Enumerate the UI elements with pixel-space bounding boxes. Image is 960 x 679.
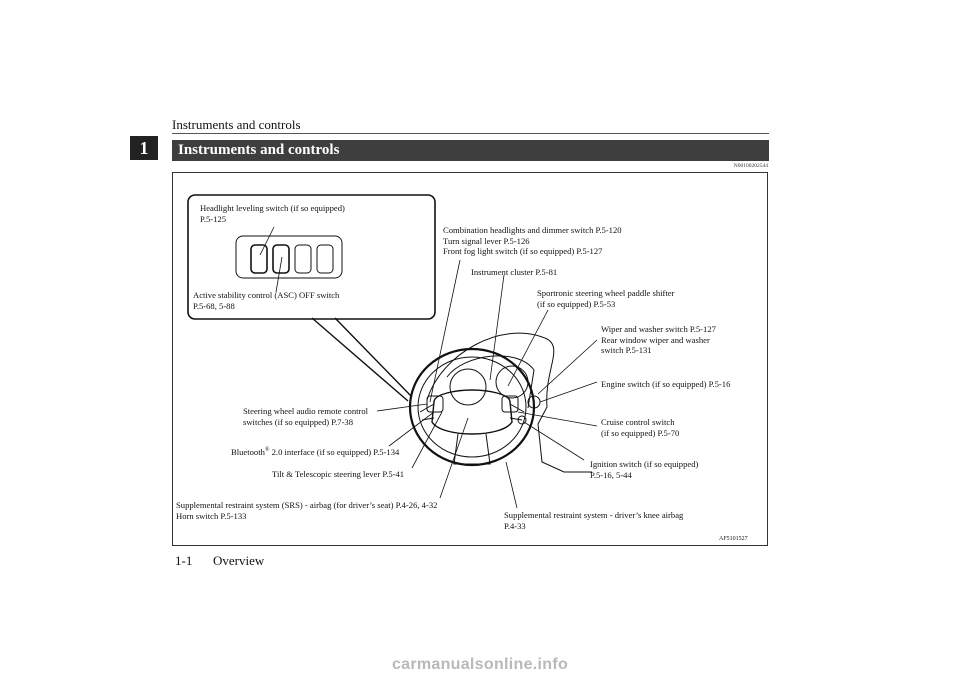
label-instrument-cluster: Instrument cluster P.5-81 xyxy=(471,267,558,277)
label-paddle-shifter: Sportronic steering wheel paddle shifter (if so equipped) P.5-53 xyxy=(537,288,675,309)
steering-hub xyxy=(432,390,512,434)
blank-switch-icon xyxy=(317,245,333,273)
label-audio-remote-switches: Steering wheel audio remote control switches (if so equipped) P.7-38 xyxy=(243,406,369,427)
label-wiper-washer-switch: Wiper and washer switch P.5-127 Rear window wiper and washer switch P.5-131 xyxy=(601,324,716,355)
label-headlight-leveling-switch: Headlight leveling switch (if so equipped) P.5-125 xyxy=(200,203,345,224)
watermark-text: carmanualsonline.info xyxy=(391,656,569,673)
label-asc-off-switch: Active stability control (ASC) OFF switch P.5-68, 5-88 xyxy=(193,290,340,311)
speedometer-gauge xyxy=(496,366,528,398)
document-code: N00100202544 xyxy=(733,163,768,169)
label-ignition-switch: Ignition switch (if so equipped) P.5-16, 5-44 xyxy=(590,459,699,480)
header-divider xyxy=(172,133,769,134)
bluetooth-suffix: 2.0 interface (if so equipped) P.5-134 xyxy=(269,446,400,457)
blank-switch-icon xyxy=(295,245,311,273)
section-title: Instruments and controls xyxy=(178,142,340,158)
label-knee-airbag: Supplemental restraint system - driver’s knee airbag P.4-33 xyxy=(504,510,684,531)
footer-page-number: 1-1 xyxy=(175,553,193,568)
label-engine-switch: Engine switch (if so equipped) P.5-16 xyxy=(601,379,731,389)
footer-section-name: Overview xyxy=(213,553,265,568)
label-tilt-telescopic-lever: Tilt & Telescopic steering lever P.5-41 xyxy=(272,469,405,479)
bluetooth-text: Bluetooth xyxy=(231,446,265,457)
label-cruise-control-switch: Cruise control switch (if so equipped) P.5-70 xyxy=(601,417,680,438)
asc-off-switch-icon xyxy=(273,245,289,273)
cluster-hood xyxy=(447,356,534,408)
label-srs-airbag-horn: Supplemental restraint system (SRS) - airbag (for driver’s seat) P.4-26, 4-32 Horn switch P.5-133 xyxy=(176,500,438,521)
headlight-leveling-switch-icon xyxy=(251,245,267,273)
steering-column xyxy=(454,434,490,464)
chapter-badge: 1 xyxy=(130,136,158,160)
tachometer-gauge xyxy=(450,369,486,405)
label-bluetooth-interface xyxy=(231,445,399,457)
page-header-title: Instruments and controls xyxy=(172,117,301,132)
label-combination-headlights: Combination headlights and dimmer switch P.5-120 Turn signal lever P.5-126 Front fog light switch (if so equipped) P.5-127 xyxy=(443,225,622,256)
figure-code: AF5101527 xyxy=(719,536,748,542)
registered-mark: ® xyxy=(264,447,270,453)
